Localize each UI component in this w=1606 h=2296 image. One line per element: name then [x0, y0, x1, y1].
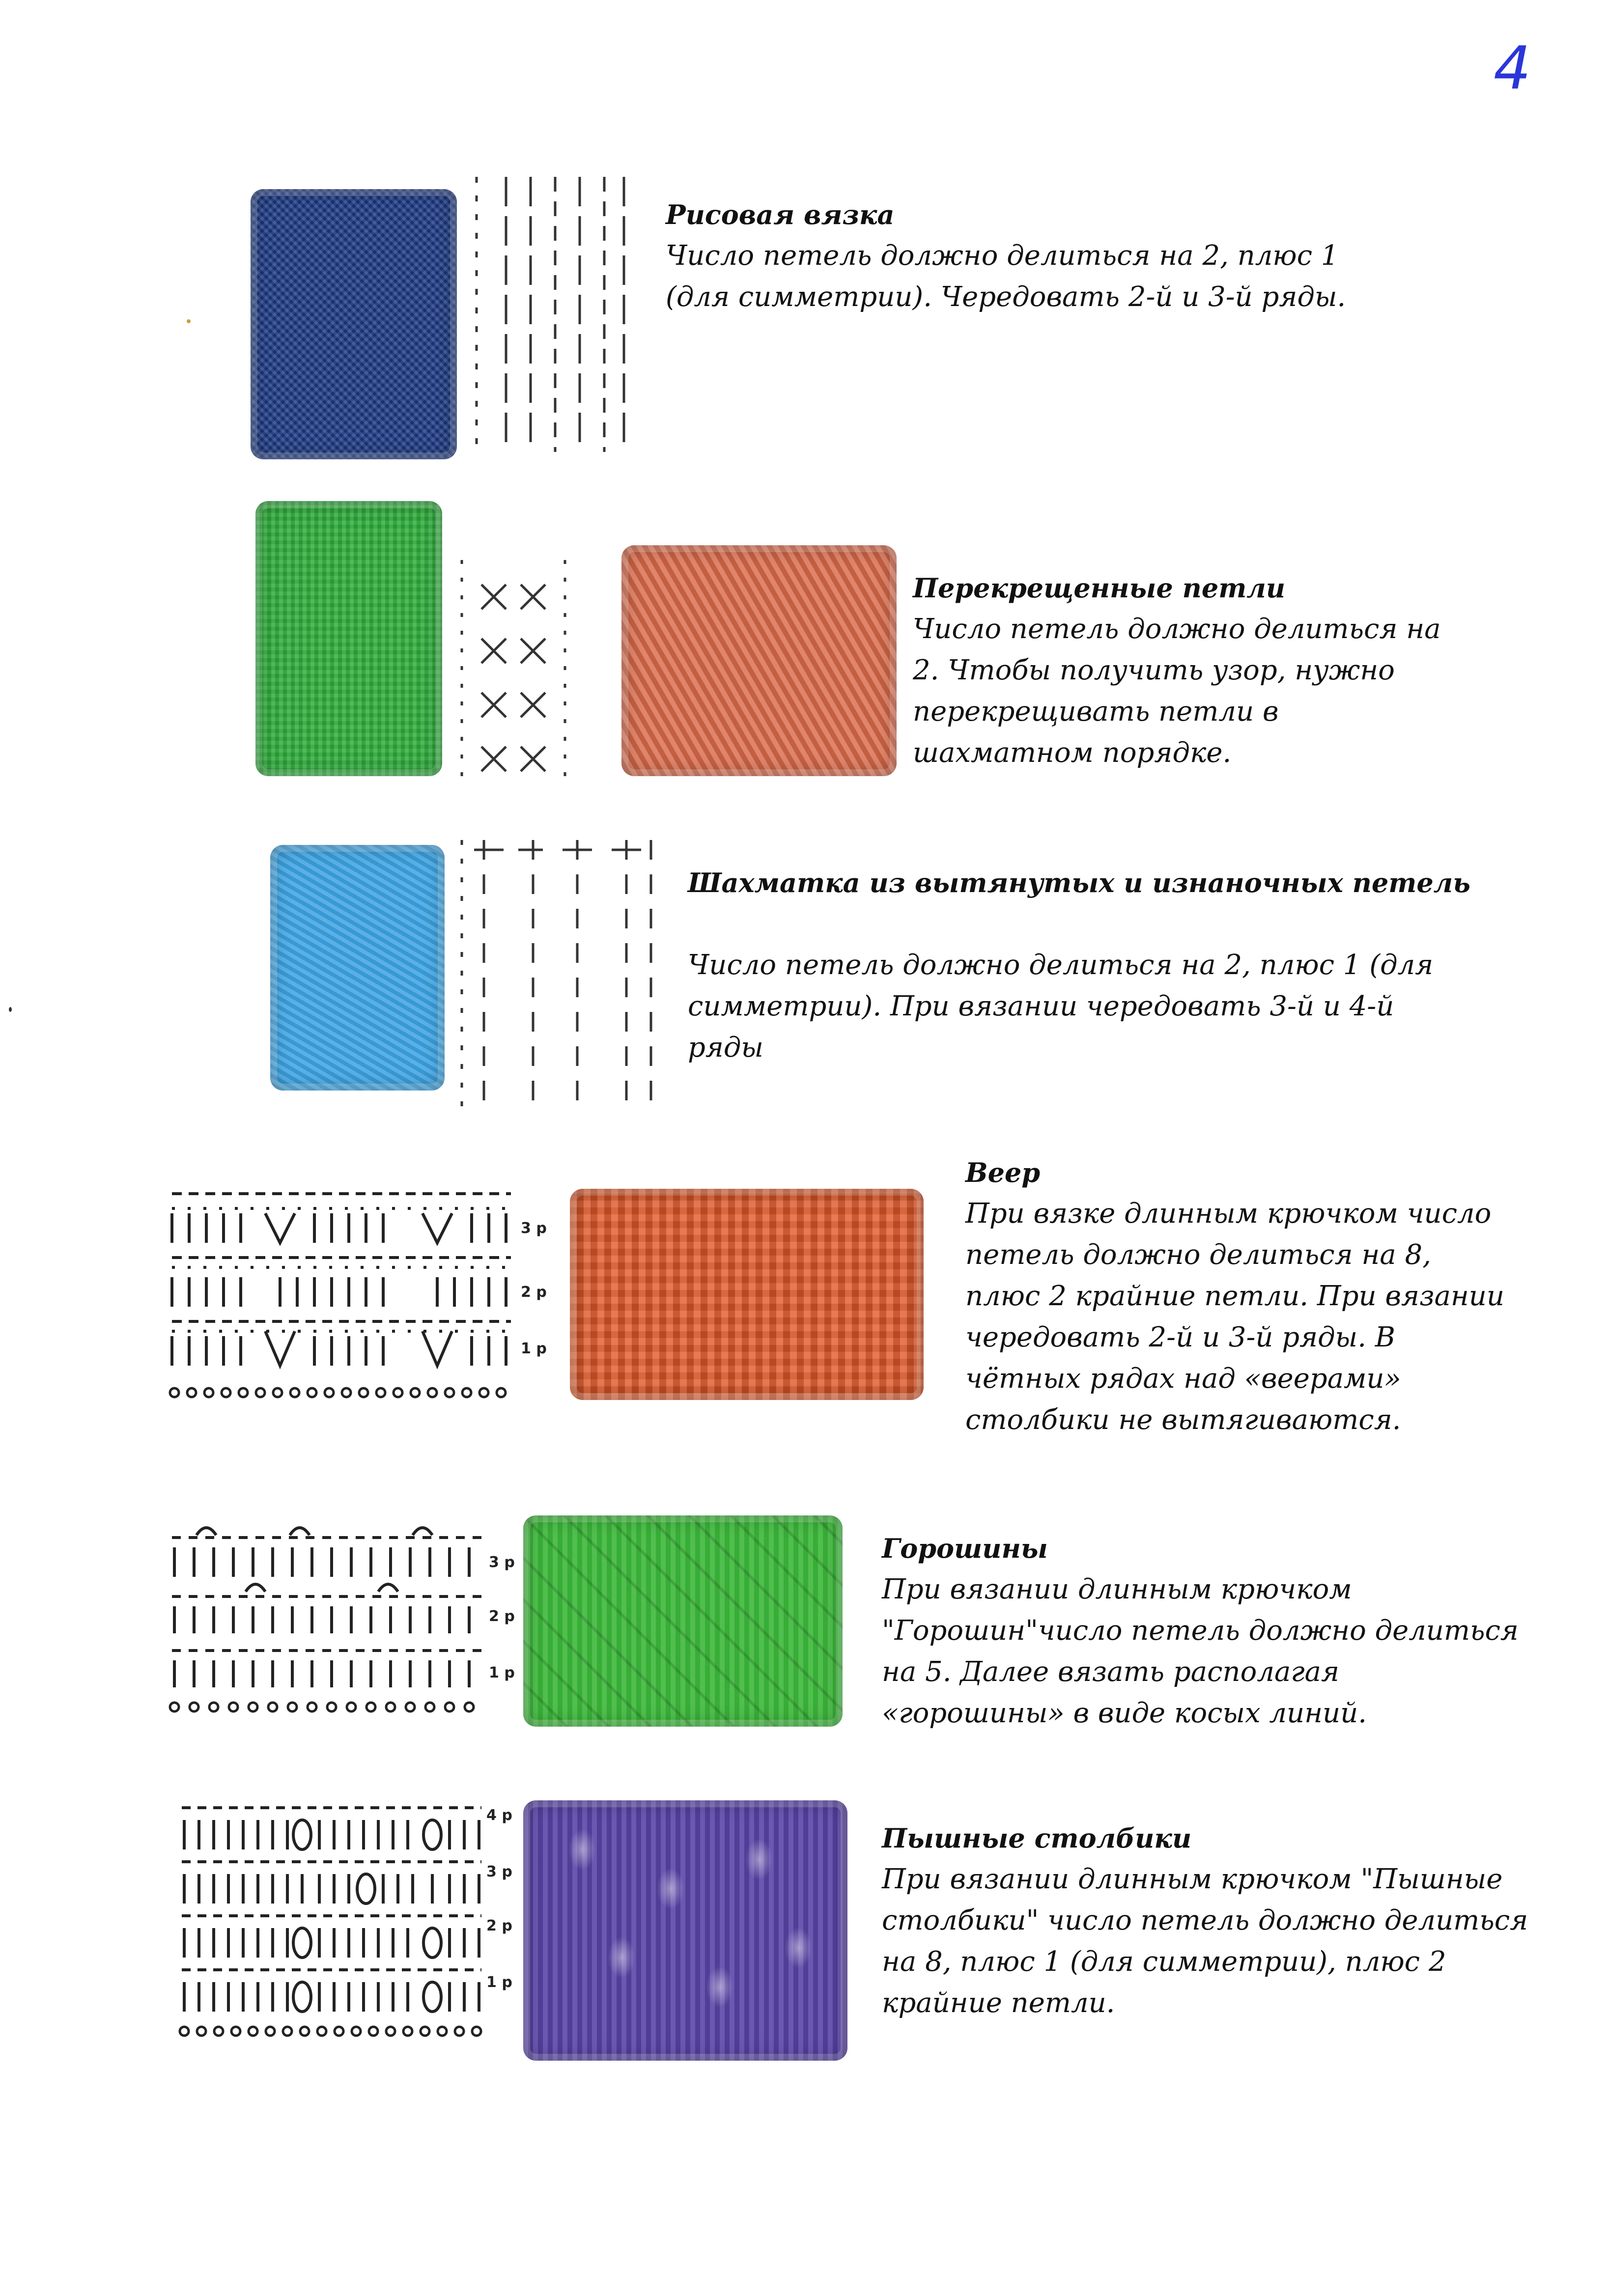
swatch-peas [523, 1515, 843, 1727]
page-number: 4 [1493, 34, 1531, 103]
pattern-description: Число петель должно делиться на 2. Чтобы получить узор, нужно перекрещивать петли в шахматном порядке. [913, 613, 1441, 769]
swatch-rice-stitch [251, 189, 457, 459]
pattern-title: Рисовая вязка [666, 199, 895, 230]
row-label: 2 р [486, 1917, 512, 1934]
pattern-description: При вязании длинным крючком "Пышные столбики" число петель должно делиться на 8, плюс 1 (для симметрии), плюс 2 крайние петли. [882, 1863, 1528, 2019]
row-label: 3 р [489, 1554, 515, 1571]
scan-mark [187, 319, 191, 323]
pattern-peas [882, 1528, 1530, 1734]
pattern-title: Пышные столбики [882, 1822, 1192, 1854]
diagram-peas [167, 1518, 531, 1719]
diagram-rice-stitch [467, 167, 634, 462]
pattern-title: Горошины [882, 1533, 1048, 1564]
pattern-title: Веер [965, 1157, 1041, 1188]
pattern-checkerboard [688, 862, 1523, 1068]
diagram-crossed-loops [452, 555, 580, 781]
pattern-description: При вязании длинным крючком "Горошин"число петель должно делиться на 5. Далее вязать располагая «горошины» в виде косых линий. [882, 1573, 1519, 1729]
swatch-checkerboard [270, 845, 445, 1091]
chart-puff-stitches [177, 1798, 531, 2044]
chart-crossed-loops [452, 555, 580, 781]
row-label: 2 р [521, 1284, 547, 1301]
pattern-description: Число петель должно делиться на 2, плюс 1 (для симметрии). Чередовать 2-й и 3-й ряды. [666, 240, 1346, 313]
pattern-fan [965, 1152, 1530, 1441]
row-label: 4 р [486, 1807, 512, 1824]
diagram-checkerboard [454, 835, 661, 1115]
swatch-puff-stitches [523, 1800, 847, 2061]
pattern-description: При вязке длинным крючком число петель должно делиться на 8, плюс 2 крайние петли. При вязании чередовать 2-й и 3-й ряды. В чётных рядах над «веерами» столбики не вытягиваются. [965, 1198, 1505, 1436]
scan-mark [9, 1007, 12, 1012]
pattern-rice-stitch [666, 194, 1403, 318]
pattern-crossed-loops [913, 567, 1478, 774]
row-label: 3 р [486, 1863, 512, 1880]
diagram-fan [167, 1184, 560, 1410]
swatch-fan [570, 1189, 924, 1400]
pattern-title: Шахматка из вытянутых и изнаночных петель [688, 867, 1470, 898]
pattern-description: Число петель должно делиться на 2, плюс 1 (для симметрии). При вязании чередовать 3-й и 4-й ряды [688, 949, 1434, 1064]
pattern-title: Перекрещенные петли [913, 572, 1286, 604]
row-label: 2 р [489, 1608, 515, 1625]
chart-fan [167, 1184, 560, 1410]
row-label: 1 р [521, 1340, 547, 1357]
chart-peas [167, 1518, 531, 1719]
chart-rice-stitch [467, 167, 634, 462]
chart-checkerboard [454, 835, 661, 1115]
swatch-crossed-loops [255, 501, 442, 776]
diagram-puff-stitches [177, 1798, 531, 2044]
pattern-puff-stitches [882, 1818, 1535, 2024]
swatch-crossed-loops-2 [621, 545, 897, 776]
row-label: 3 р [521, 1220, 547, 1237]
row-label: 1 р [486, 1974, 512, 1991]
row-label: 1 р [489, 1664, 515, 1681]
